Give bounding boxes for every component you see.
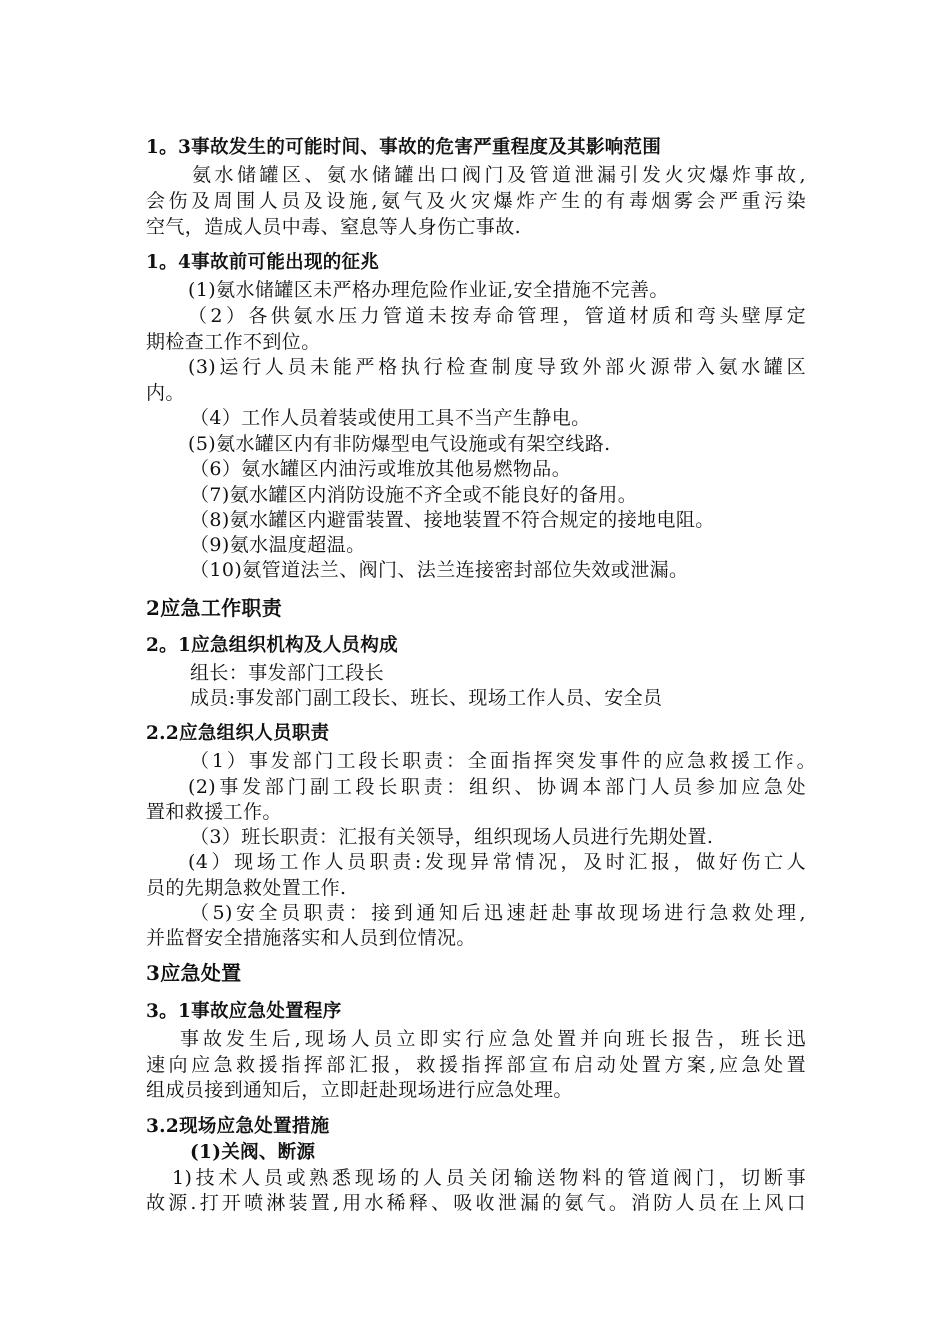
list-item-continuation: 并监督安全措施落实和人员到位情况。 — [146, 927, 476, 949]
section-3-1-heading: 3。1事故应急处置程序 — [146, 1001, 342, 1022]
section-2-heading: 2应急工作职责 — [146, 596, 283, 620]
list-item: （4）工作人员着装或使用工具不当产生静电。 — [190, 407, 591, 429]
list-item: (2)事发部门副工段长职责：组织、协调本部门人员参加应急处 — [188, 776, 806, 798]
paragraph-line: 氨水储罐区、氨水储罐出口阀门及管道泄漏引发火灾爆炸事故, — [192, 164, 806, 186]
list-item-continuation: 置和救援工作。 — [146, 801, 282, 823]
section-3-2-heading: 3.2现场应急处置措施 — [146, 1116, 330, 1137]
section-3-heading: 3应急处置 — [146, 961, 242, 985]
paragraph-line: 空气，造成人员中毒、窒息等人身伤亡事故. — [146, 216, 522, 238]
paragraph-line: 组成员接到通知后，立即赶赴现场进行应急处理。 — [146, 1079, 573, 1101]
list-item: (4）现场工作人员职责:发现异常情况，及时汇报，做好伤亡人 — [188, 851, 806, 873]
list-item: （6）氨水罐区内油污或堆放其他易燃物品。 — [190, 458, 572, 480]
list-item: （5)安全员职责：接到通知后迅速赶赴事故现场进行急救处理, — [190, 902, 806, 924]
paragraph-line: 会伤及周围人员及设施,氨气及火灾爆炸产生的有毒烟雾会严重污染 — [146, 190, 806, 212]
list-item: （3）班长职责：汇报有关领导，组织现场人员进行先期处置. — [190, 826, 714, 848]
list-item-continuation: 员的先期急救处置工作. — [146, 877, 347, 899]
paragraph-line: 1)技术人员或熟悉现场的人员关闭输送物料的管道阀门，切断事 — [172, 1167, 806, 1189]
list-item: （9)氨水温度超温。 — [190, 534, 366, 556]
list-item-continuation: 内。 — [146, 382, 185, 404]
section-1-4-heading: 1。4事故前可能出现的征兆 — [146, 252, 380, 273]
section-2-2-heading: 2.2应急组织人员职责 — [146, 723, 330, 744]
section-1-3-heading: 1。3事故发生的可能时间、事故的危害严重程度及其影响范围 — [146, 137, 662, 158]
paragraph-line: 组长：事发部门工段长 — [190, 662, 385, 684]
paragraph-line: 成员:事发部门副工段长、班长、现场工作人员、安全员 — [190, 687, 663, 709]
list-item: (3)运行人员未能严格执行检查制度导致外部火源带入氨水罐区 — [188, 356, 806, 378]
subsection-heading: (1)关阀、断源 — [190, 1142, 316, 1163]
list-item-continuation: 期检查工作不到位。 — [146, 331, 321, 353]
list-item: (5)氨水罐区内有非防爆型电气设施或有架空线路. — [188, 433, 611, 455]
list-item: （1）事发部门工段长职责：全面指挥突发事件的应急救援工作。 — [190, 750, 816, 772]
section-2-1-heading: 2。1应急组织机构及人员构成 — [146, 635, 398, 656]
paragraph-line: 速向应急救援指挥部汇报，救援指挥部宣布启动处置方案,应急处置 — [146, 1054, 806, 1076]
list-item: （8)氨水罐区内避雷装置、接地装置不符合规定的接地电阻。 — [190, 509, 715, 531]
list-item: (1)氨水储罐区未严格办理危险作业证,安全措施不完善。 — [188, 279, 669, 301]
list-item: （2）各供氨水压力管道未按寿命管理，管道材质和弯头壁厚定 — [188, 305, 806, 327]
list-item: （7)氨水罐区内消防设施不齐全或不能良好的备用。 — [190, 484, 638, 506]
paragraph-line: 故源.打开喷淋装置,用水稀释、吸收泄漏的氨气。消防人员在上风口 — [146, 1192, 806, 1214]
list-item: （10)氨管道法兰、阀门、法兰连接密封部位失效或泄漏。 — [190, 559, 689, 581]
paragraph-line: 事故发生后,现场人员立即实行应急处置并向班长报告，班长迅 — [180, 1028, 806, 1050]
